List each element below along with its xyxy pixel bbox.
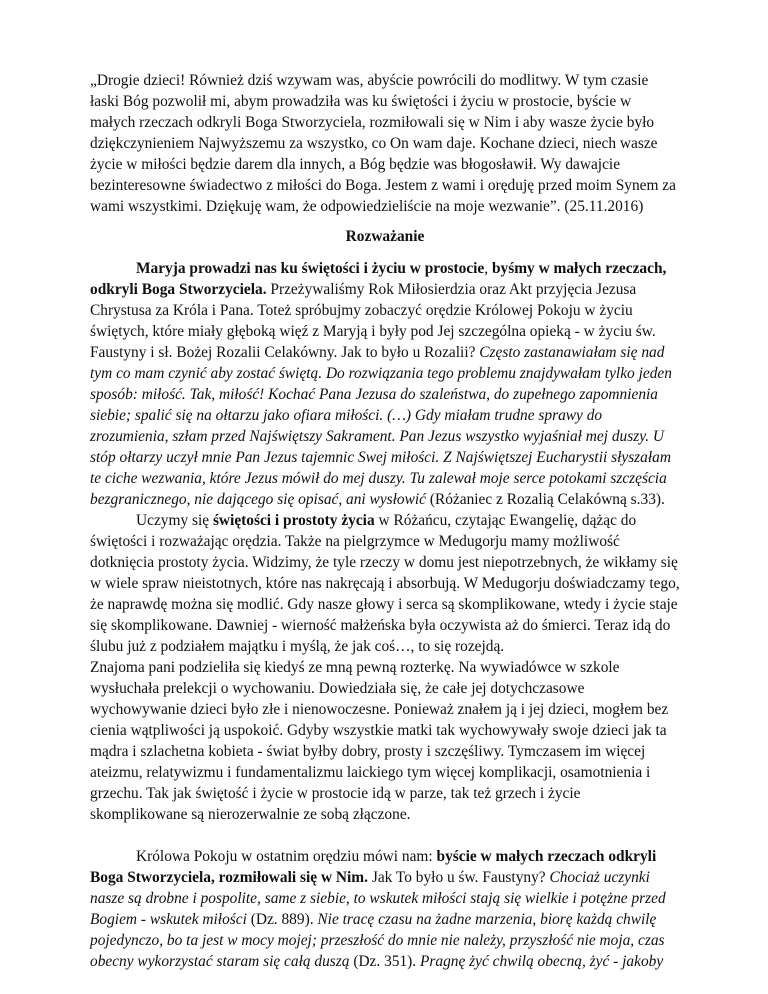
reflection-section-2 [90, 846, 680, 972]
emphasis-holiness-simplicity: Maryja prowadzi nas ku świętości i życiu w prostocie [136, 260, 485, 277]
paragraph-3: Znajoma pani podzieliła się kiedyś ze mną pewną rozterkę. Na wywiadówce w szkole wysłuchała prelekcji o wychowaniu. Dowiedziała się, że całe jej dotychczasowe wychowywanie dzieci było złe i nienowoczesne. Ponieważ znałem ją i jej dzieci, mogłem bez cienia wątpliwości ją uspokoić. Gdyby wszystkie matki tak wychowywały swoje dzieci jak ta mądra i szlachetna kobieta - świat byłby dobry, prosty i szczęśliwy. Tymczasem im więcej ateizmu, relatywizmu i fundamentalizmu laickiego tym więcej komplikacji, osamotnienia i grzechu. Tak jak świętość i życie w prostocie idą w parze, tak też grzech i życie skomplikowane są nierozerwalnie ze sobą złączone. [90, 659, 669, 823]
emphasis-small-things: byśmy w małych rzeczach, odkryli Boga Stworzyciela. [90, 260, 667, 298]
rozalia-citation: (Różaniec z Rozalią Celakówną s.33). [425, 491, 665, 508]
faustyna-citation-2: (Dz. 351). [349, 953, 420, 970]
emphasis-message-quote: byście w małych rzeczach odkryli Boga Stworzyciela, rozmiłowali się w Nim. [90, 848, 657, 886]
rozalia-quote: Często zastanawiałam się nad tym co mam czynić aby zostać świętą. Do rozwiązania tego problemu znajdywałam tylko jeden sposób: miłość. Tak, miłość! Kochać Pana Jezusa do szaleństwa, do zupełnego zapomnienia siebie; spalić się na ołtarzu jako ofiara miłości. (…) Gdy miałam trudne sprawy do zrozumienia, szłam przed Najświętszy Sakrament. Pan Jezus wszystko wyjaśniał mej duszy. U stóp ołtarzy uczył mnie Pan Jezus tajemnic Swej miłości. Z Najświętszej Eucharystii słyszałam te ciche wezwania, które Jezus mówił do mej duszy. Tu zalewał moje serce potokami szczęścia bezgranicznego, nie dającego się opisać, ani wysłowić [90, 344, 672, 508]
paragraph-4-question: Jak To było u św. Faustyny? [367, 869, 550, 886]
faustyna-citation-1: (Dz. 889). [246, 911, 318, 928]
faustyna-quote-2: Nie tracę czasu na żadne marzenia, biorę każdą chwilę pojedynczo, bo ta jest w mocy mojej; przeszłość do mnie nie należy, przyszłość nie moja, czas obecny wykorzystać staram się całą duszą [90, 911, 665, 970]
paragraph-2 [90, 510, 680, 657]
section-heading: Rozważanie [345, 228, 425, 245]
paragraph-1-text: Przeżywaliśmy Rok Miłosierdzia oraz Akt przyjęcia Jezusa Chrystusa za Króla i Pana. Toteż spróbujmy zobaczyć orędzie Królowej Pokoju w życiu świętych, które miały głęboką więź z Maryją i były pod Jej szczególna opieką - w życiu św. Faustyny i sł. Bożej Rozalii Celakówny. Jak to było u Rozalii? [90, 281, 656, 361]
reflection-section-1 [90, 258, 680, 825]
faustyna-quote-3: Pragnę żyć chwilą obecną, żyć - jakoby [420, 953, 664, 970]
paragraph-4-lead: Królowa Pokoju w ostatnim orędziu mówi nam: [136, 848, 437, 865]
faustyna-quote-1: Chociaż uczynki nasze są drobne i pospolite, same z siebie, to wskutek miłości stają się wielkie i potężne przed Bogiem - wskutek miłości [90, 869, 666, 928]
emphasis-holiness-of-life: świętości i prostoty życia [212, 512, 375, 529]
paragraph-1 [90, 258, 680, 510]
paragraph-2-lead: Uczymy się [136, 512, 213, 529]
text-separator: , [484, 260, 492, 277]
paragraph-2-text: w Różańcu, czytając Ewangelię, dążąc do świętości i rozważając orędzia. Także na pielgrzymce w Medugorju mamy możliwość dotknięcia prostoty życia. Widzimy, że tyle rzeczy w domu jest niepotrzebnych, że wikłamy się w wiele spraw nieistotnych, które nas nakręcają i absorbują. W Medugorju doświadczamy tego, że naprawdę można się modlić. Gdy nasze głowy i serca są skomplikowane, wtedy i życie staje się skomplikowane. Dawniej - wierność małżeńska była oczywista aż do śmierci. Teraz idą do ślubu już z podziałem majątku i myślą, że jak coś…, to się rozejdą. [90, 512, 680, 655]
message-quote: „Drogie dzieci! Również dziś wzywam was, abyście powrócili do modlitwy. W tym czasie łaski Bóg pozwolił mi, abym prowadziła was ku świętości i życiu w prostocie, byście w małych rzeczach odkryli Boga Stworzyciela, rozmiłowali się w Nim i aby wasze życie było dziękczynieniem Najwyższemu za wszystko, co On wam daje. Kochane dzieci, niech wasze życie w miłości będzie darem dla innych, a Bóg będzie was błogosławił. Wy dawajcie bezinteresowne świadectwo z miłości do Boga. Jestem z wami i oręduję przed moim Synem za wami wszystkimi. Dziękuję wam, że odpowiedzieliście na moje wezwanie”. (25.11.2016) [90, 72, 676, 215]
paragraph-4 [90, 846, 680, 972]
